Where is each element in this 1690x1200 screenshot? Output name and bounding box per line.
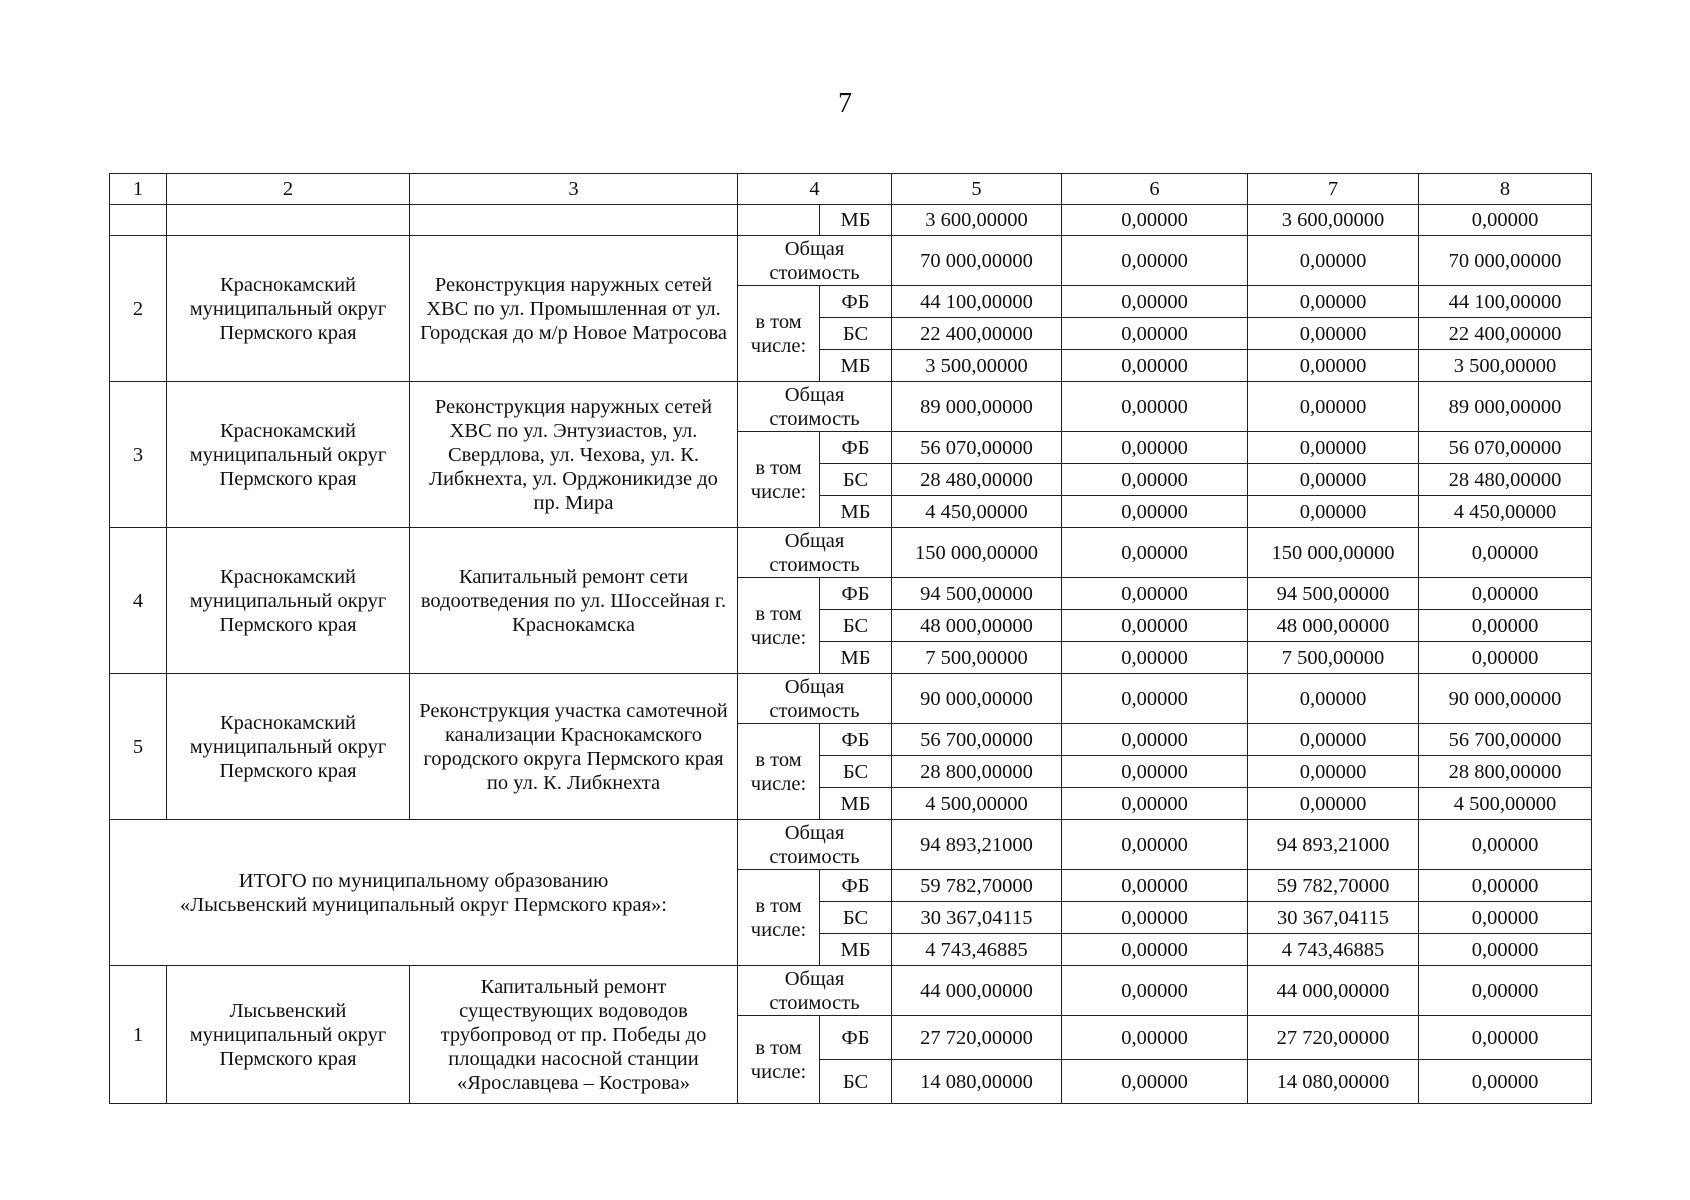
amount-cell: 28 480,00000 bbox=[1419, 464, 1592, 496]
amount-cell: 4 450,00000 bbox=[1419, 496, 1592, 528]
general-cost-label: Общая стоимость bbox=[738, 382, 892, 432]
col-header: 5 bbox=[892, 174, 1062, 205]
amount-cell: 48 000,00000 bbox=[892, 610, 1062, 642]
funding-code: ФБ bbox=[820, 286, 892, 318]
table-row bbox=[110, 966, 1592, 1016]
funding-code: ФБ bbox=[820, 1016, 892, 1060]
amount-cell: 0,00000 bbox=[1248, 236, 1419, 286]
amount-cell: 44 000,00000 bbox=[892, 966, 1062, 1016]
funding-code: МБ bbox=[820, 934, 892, 966]
total-label-line2: «Лысьвенский муниципальный округ Пермского края»: bbox=[180, 893, 667, 916]
amount-cell: 150 000,00000 bbox=[1248, 528, 1419, 578]
funding-code: МБ bbox=[820, 496, 892, 528]
row-number: 3 bbox=[110, 382, 167, 528]
amount-cell: 0,00000 bbox=[1419, 934, 1592, 966]
amount-cell: 89 000,00000 bbox=[1419, 382, 1592, 432]
amount-cell: 0,00000 bbox=[1419, 610, 1592, 642]
row-number: 4 bbox=[110, 528, 167, 674]
including-label: в том числе: bbox=[738, 286, 820, 382]
table-row bbox=[110, 205, 1592, 236]
amount-cell: 44 100,00000 bbox=[892, 286, 1062, 318]
amount-cell: 0,00000 bbox=[1062, 236, 1248, 286]
amount-cell: 94 893,21000 bbox=[892, 820, 1062, 870]
funding-code: МБ bbox=[820, 642, 892, 674]
table-row bbox=[110, 674, 1592, 724]
col-header: 7 bbox=[1248, 174, 1419, 205]
amount-cell: 0,00000 bbox=[1419, 1060, 1592, 1104]
amount-cell: 0,00000 bbox=[1062, 464, 1248, 496]
amount-cell: 0,00000 bbox=[1248, 350, 1419, 382]
general-cost-label: Общая стоимость bbox=[738, 236, 892, 286]
amount-cell: 0,00000 bbox=[1062, 902, 1248, 934]
amount-cell: 4 450,00000 bbox=[892, 496, 1062, 528]
amount-cell: 0,00000 bbox=[1062, 1016, 1248, 1060]
amount-cell: 0,00000 bbox=[1062, 1060, 1248, 1104]
amount-cell: 0,00000 bbox=[1419, 578, 1592, 610]
amount-cell: 0,00000 bbox=[1248, 382, 1419, 432]
amount-cell: 28 800,00000 bbox=[1419, 756, 1592, 788]
amount-cell: 0,00000 bbox=[1419, 642, 1592, 674]
amount-cell: 56 070,00000 bbox=[1419, 432, 1592, 464]
col-header: 2 bbox=[167, 174, 410, 205]
funding-code: БС bbox=[820, 464, 892, 496]
general-cost-label: Общая стоимость bbox=[738, 674, 892, 724]
amount-cell: 56 070,00000 bbox=[892, 432, 1062, 464]
amount-cell: 0,00000 bbox=[1062, 724, 1248, 756]
object-cell: Реконструкция участка самотечной канализации Краснокамского городского округа Пермского края по ул. К. Либкнехта bbox=[410, 674, 738, 820]
amount-cell: 0,00000 bbox=[1062, 756, 1248, 788]
table-row bbox=[110, 382, 1592, 432]
amount-cell: 3 600,00000 bbox=[1248, 205, 1419, 236]
amount-cell: 0,00000 bbox=[1419, 966, 1592, 1016]
amount-cell: 0,00000 bbox=[1062, 642, 1248, 674]
funding-code: МБ bbox=[820, 205, 892, 236]
amount-cell: 94 500,00000 bbox=[892, 578, 1062, 610]
amount-cell: 0,00000 bbox=[1248, 724, 1419, 756]
amount-cell: 0,00000 bbox=[1419, 205, 1592, 236]
header-row bbox=[110, 174, 1592, 205]
including-label: в том числе: bbox=[738, 870, 820, 966]
row-number: 1 bbox=[110, 966, 167, 1104]
general-cost-label: Общая стоимость bbox=[738, 528, 892, 578]
amount-cell: 7 500,00000 bbox=[1248, 642, 1419, 674]
amount-cell: 44 000,00000 bbox=[1248, 966, 1419, 1016]
municipality-cell: Краснокамский муниципальный округ Пермского края bbox=[167, 236, 410, 382]
table-row bbox=[110, 236, 1592, 286]
amount-cell: 7 500,00000 bbox=[892, 642, 1062, 674]
amount-cell: 4 500,00000 bbox=[892, 788, 1062, 820]
amount-cell: 14 080,00000 bbox=[1248, 1060, 1419, 1104]
object-cell: Капитальный ремонт сети водоотведения по ул. Шоссейная г. Краснокамска bbox=[410, 528, 738, 674]
including-label: в том числе: bbox=[738, 578, 820, 674]
row-number: 5 bbox=[110, 674, 167, 820]
amount-cell: 0,00000 bbox=[1419, 902, 1592, 934]
municipality-cell: Лысьвенский муниципальный округ Пермского края bbox=[167, 966, 410, 1104]
amount-cell: 0,00000 bbox=[1062, 432, 1248, 464]
amount-cell: 0,00000 bbox=[1419, 528, 1592, 578]
amount-cell: 0,00000 bbox=[1062, 674, 1248, 724]
funding-code: БС bbox=[820, 610, 892, 642]
funding-table bbox=[109, 173, 1592, 1104]
col-header: 6 bbox=[1062, 174, 1248, 205]
amount-cell: 0,00000 bbox=[1062, 870, 1248, 902]
amount-cell: 94 500,00000 bbox=[1248, 578, 1419, 610]
col-header: 4 bbox=[738, 174, 892, 205]
funding-code: БС bbox=[820, 902, 892, 934]
funding-code: БС bbox=[820, 1060, 892, 1104]
amount-cell: 0,00000 bbox=[1062, 496, 1248, 528]
amount-cell: 90 000,00000 bbox=[892, 674, 1062, 724]
amount-cell: 59 782,70000 bbox=[1248, 870, 1419, 902]
funding-code: ФБ bbox=[820, 724, 892, 756]
general-cost-label: Общая стоимость bbox=[738, 820, 892, 870]
amount-cell: 0,00000 bbox=[1062, 966, 1248, 1016]
total-label-line1: ИТОГО по муниципальному образованию bbox=[238, 869, 609, 892]
amount-cell: 14 080,00000 bbox=[892, 1060, 1062, 1104]
funding-code: МБ bbox=[820, 788, 892, 820]
including-label: в том числе: bbox=[738, 724, 820, 820]
col-header: 1 bbox=[110, 174, 167, 205]
amount-cell: 0,00000 bbox=[1062, 350, 1248, 382]
amount-cell: 3 500,00000 bbox=[1419, 350, 1592, 382]
amount-cell: 27 720,00000 bbox=[892, 1016, 1062, 1060]
municipality-cell: Краснокамский муниципальный округ Пермского края bbox=[167, 674, 410, 820]
amount-cell: 0,00000 bbox=[1062, 318, 1248, 350]
funding-code: ФБ bbox=[820, 578, 892, 610]
including-label: в том числе: bbox=[738, 432, 820, 528]
amount-cell: 0,00000 bbox=[1062, 578, 1248, 610]
table-row bbox=[110, 820, 1592, 870]
including-label: в том числе: bbox=[738, 1016, 820, 1104]
amount-cell: 0,00000 bbox=[1062, 205, 1248, 236]
amount-cell: 44 100,00000 bbox=[1419, 286, 1592, 318]
amount-cell: 0,00000 bbox=[1248, 674, 1419, 724]
amount-cell: 0,00000 bbox=[1248, 464, 1419, 496]
amount-cell: 0,00000 bbox=[1419, 1016, 1592, 1060]
amount-cell: 4 743,46885 bbox=[892, 934, 1062, 966]
amount-cell: 56 700,00000 bbox=[892, 724, 1062, 756]
funding-code: БС bbox=[820, 318, 892, 350]
amount-cell: 0,00000 bbox=[1248, 496, 1419, 528]
municipality-cell: Краснокамский муниципальный округ Пермского края bbox=[167, 528, 410, 674]
amount-cell: 70 000,00000 bbox=[892, 236, 1062, 286]
municipality-cell: Краснокамский муниципальный округ Пермского края bbox=[167, 382, 410, 528]
amount-cell: 0,00000 bbox=[1419, 820, 1592, 870]
amount-cell: 0,00000 bbox=[1248, 286, 1419, 318]
col-header: 3 bbox=[410, 174, 738, 205]
amount-cell: 48 000,00000 bbox=[1248, 610, 1419, 642]
general-cost-label: Общая стоимость bbox=[738, 966, 892, 1016]
funding-code: МБ bbox=[820, 350, 892, 382]
amount-cell: 27 720,00000 bbox=[1248, 1016, 1419, 1060]
funding-code: ФБ bbox=[820, 870, 892, 902]
object-cell: Реконструкция наружных сетей ХВС по ул. Энтузиастов, ул. Свердлова, ул. Чехова, ул. К. Либкнехта, ул. Орджоникидзе до пр. Мира bbox=[410, 382, 738, 528]
amount-cell: 28 800,00000 bbox=[892, 756, 1062, 788]
amount-cell: 70 000,00000 bbox=[1419, 236, 1592, 286]
amount-cell: 30 367,04115 bbox=[892, 902, 1062, 934]
amount-cell: 0,00000 bbox=[1062, 528, 1248, 578]
amount-cell: 0,00000 bbox=[1419, 870, 1592, 902]
amount-cell: 0,00000 bbox=[1248, 756, 1419, 788]
amount-cell: 59 782,70000 bbox=[892, 870, 1062, 902]
amount-cell: 0,00000 bbox=[1062, 382, 1248, 432]
amount-cell: 0,00000 bbox=[1062, 286, 1248, 318]
page-number: 7 bbox=[838, 88, 852, 119]
amount-cell: 0,00000 bbox=[1062, 934, 1248, 966]
amount-cell: 22 400,00000 bbox=[1419, 318, 1592, 350]
amount-cell: 30 367,04115 bbox=[1248, 902, 1419, 934]
row-number: 2 bbox=[110, 236, 167, 382]
funding-code: БС bbox=[820, 756, 892, 788]
amount-cell: 0,00000 bbox=[1248, 432, 1419, 464]
funding-code: ФБ bbox=[820, 432, 892, 464]
amount-cell: 94 893,21000 bbox=[1248, 820, 1419, 870]
amount-cell: 0,00000 bbox=[1248, 788, 1419, 820]
table-row bbox=[110, 528, 1592, 578]
amount-cell: 150 000,00000 bbox=[892, 528, 1062, 578]
amount-cell: 0,00000 bbox=[1062, 820, 1248, 870]
amount-cell: 3 500,00000 bbox=[892, 350, 1062, 382]
col-header: 8 bbox=[1419, 174, 1592, 205]
total-label bbox=[110, 820, 738, 966]
amount-cell: 0,00000 bbox=[1062, 610, 1248, 642]
object-cell: Капитальный ремонт существующих водоводов трубопровод от пр. Победы до площадки насосной станции «Ярославцева – Кострова» bbox=[410, 966, 738, 1104]
amount-cell: 3 600,00000 bbox=[892, 205, 1062, 236]
amount-cell: 56 700,00000 bbox=[1419, 724, 1592, 756]
amount-cell: 0,00000 bbox=[1248, 318, 1419, 350]
amount-cell: 0,00000 bbox=[1062, 788, 1248, 820]
amount-cell: 4 500,00000 bbox=[1419, 788, 1592, 820]
amount-cell: 90 000,00000 bbox=[1419, 674, 1592, 724]
amount-cell: 89 000,00000 bbox=[892, 382, 1062, 432]
amount-cell: 28 480,00000 bbox=[892, 464, 1062, 496]
amount-cell: 4 743,46885 bbox=[1248, 934, 1419, 966]
amount-cell: 22 400,00000 bbox=[892, 318, 1062, 350]
object-cell: Реконструкция наружных сетей ХВС по ул. Промышленная от ул. Городская до м/р Новое Матросова bbox=[410, 236, 738, 382]
